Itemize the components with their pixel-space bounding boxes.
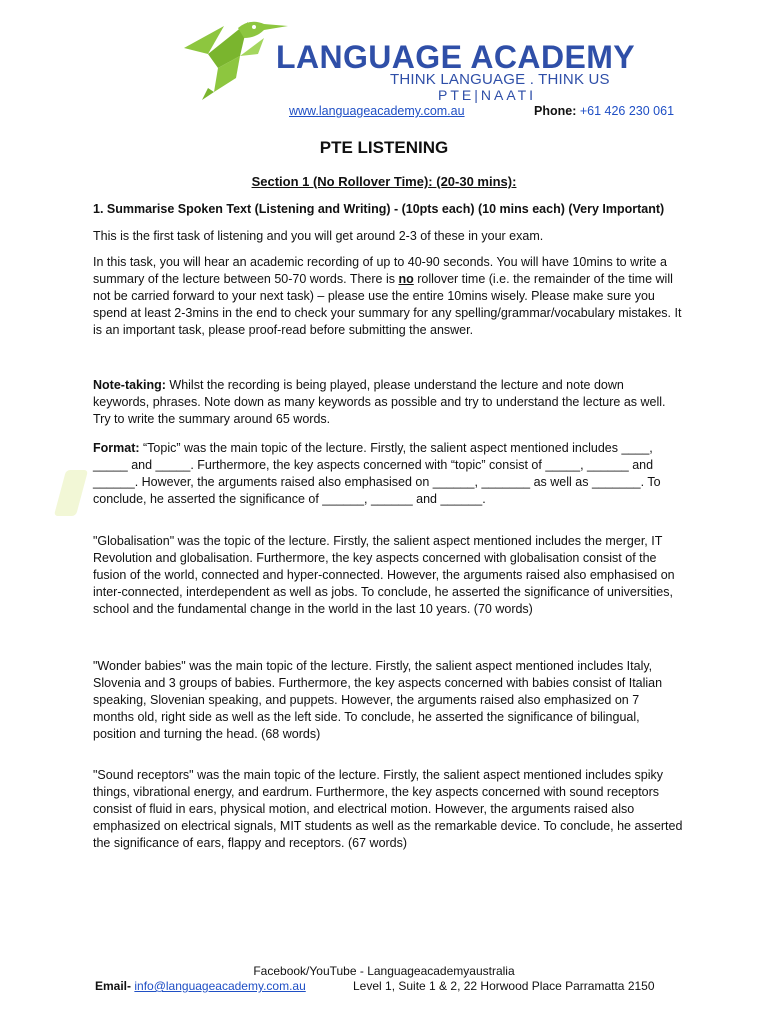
format-text: “Topic” was the main topic of the lecture. Firstly, the salient aspect mentioned includes ____, _____ and _____. Furthermore, the key aspects concerned with “topic” consist of _____, ______ and ______. However, the arguments raised also emphasised on ______, _______ as well as _______. To conclude, he asserted the significance of ______, ______ and ______.: [93, 441, 661, 506]
description-text: In this task, you will hear an academic recording of up to 40-90 seconds. You will have 10mins to write a summary of the lecture between 50-70 words. There is: [93, 255, 667, 286]
example-wonder-babies: "Wonder babies" was the main topic of the lecture. Firstly, the salient aspect mentioned includes Italy, Slovenia and 3 groups of babies. Furthermore, the key aspects concerned with babies consist of Italian speaking, Slovenian speaking, and puppets. However, the arguments raised also emphasized on 7 months old, right side as well as the left side. To conclude, he asserted the significance of bilingual, position and turning the head. (68 words): [93, 659, 663, 741]
intro-paragraph: This is the first task of listening and you will get around 2-3 of these in your exam.: [93, 229, 544, 243]
website-link[interactable]: www.languageacademy.com.au: [289, 104, 465, 118]
email-label: Email-: [95, 979, 132, 993]
language-academy-logo: [178, 8, 635, 103]
example-sound-receptors: "Sound receptors" was the main topic of the lecture. Firstly, the salient aspect mentioned includes spiky things, vibrational energy, and eardrum. Furthermore, the key aspects concerned with sound receptors consist of fluid in ears, physical motion, and electrical motion. However, the arguments raised also emphasized on electrical signals, MIT students as well as the remarkable device. To conclude, he asserted the significance of ears, flappy and receptors. (67 words): [93, 768, 683, 850]
format-paragraph: [93, 440, 683, 508]
note-taking-text: Whilst the recording is being played, please understand the lecture and note down keywords, phrases. Note down as many keywords as possible and try to understand the lecture as well. Try to write the summary around 65 words.: [93, 378, 666, 426]
description-emphasis: no: [398, 272, 414, 286]
footer-social: Facebook/YouTube - Languageacademyaustralia: [253, 964, 515, 978]
footer-address: Level 1, Suite 1 & 2, 22 Horwood Place Parramatta 2150: [353, 979, 655, 993]
description-text-continued: rollover time (i.e. the remainder of the time will not be carried forward to your next task) – please use the entire 10mins wisely. Please make sure you spend at least 2-3mins in the end to check your summary for any spelling/grammar/vocabulary mistakes. It is an important task, please proof-read before submitting the answer.: [93, 272, 682, 337]
example-globalisation: "Globalisation" was the topic of the lecture. Firstly, the salient aspect mentioned includes the merger, IT Revolution and globalisation. Furthermore, the key aspects concerned with globalisation consist of the fusion of the world, connected and hyper-connected. However, the arguments raised also emphasised on inter-connected, interdependent as well as jobs. To conclude, he asserted the significance of universities, school and the fundamental change in the world in the last 10 years. (70 words): [93, 534, 675, 616]
email-link[interactable]: info@languageacademy.com.au: [134, 979, 306, 993]
task-heading: 1. Summarise Spoken Text (Listening and Writing) - (10pts each) (10 mins each) (Very Important): [93, 202, 665, 216]
note-taking-paragraph: [93, 377, 683, 428]
note-taking-label: Note-taking:: [93, 378, 166, 392]
phone-number: +61 426 230 061: [579, 104, 675, 118]
brand-tagline: THINK LANGUAGE . THINK US: [390, 71, 610, 88]
brand-name: LANGUAGE ACADEMY: [276, 39, 635, 75]
description-paragraph: [93, 254, 683, 339]
phone-label: Phone:: [534, 104, 577, 118]
brand-subtitle: PTE|NAATI: [438, 87, 537, 103]
format-label: Format:: [93, 441, 140, 455]
watermark-shape: [54, 470, 88, 516]
website-line: [289, 104, 465, 118]
page-title: PTE LISTENING: [319, 138, 449, 157]
phone-line: [534, 104, 674, 118]
footer-email-line: [95, 979, 306, 993]
section-heading: Section 1 (No Rollover Time): (20-30 mins):: [251, 174, 517, 189]
